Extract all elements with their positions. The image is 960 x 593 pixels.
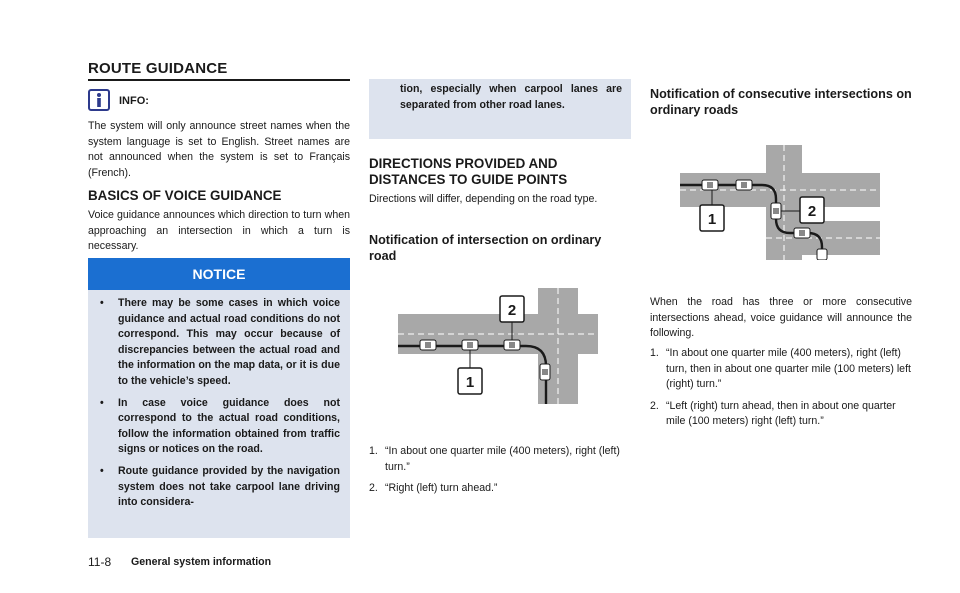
car-icon bbox=[736, 180, 752, 190]
list-text: “In about one quarter mile (400 meters), right (left) turn, then in about one quarter mile (100 meters) left (right) turn.” bbox=[666, 347, 911, 391]
marker-1 bbox=[700, 205, 724, 231]
car-icon bbox=[794, 228, 810, 238]
svg-text:1: 1 bbox=[707, 211, 717, 228]
car-icon bbox=[504, 340, 520, 350]
car-icon bbox=[702, 180, 718, 190]
bullet: • bbox=[100, 297, 104, 309]
list-text: “In about one quarter mile (400 meters), right (left) turn.” bbox=[385, 445, 620, 473]
person-info-icon bbox=[92, 92, 106, 108]
title-rule bbox=[88, 79, 350, 81]
page-number: 11-8 bbox=[88, 555, 112, 569]
bullet: • bbox=[100, 464, 104, 477]
list-item bbox=[650, 399, 912, 430]
basics-text: Voice guidance announces which direction to turn when approaching an intersection in which a turn is necessary. bbox=[88, 209, 350, 253]
list-number: 1. bbox=[650, 347, 659, 359]
basics-heading: BASICS OF VOICE GUIDANCE bbox=[88, 188, 282, 203]
notice-item-text: There may be some cases in which voice guidance and actual road conditions do not correspond. This may occur because of discrepancies between the actual road and the information on the map data, or it is due to the vehicle’s speed. bbox=[118, 297, 340, 387]
notice-list bbox=[100, 296, 340, 517]
consecutive-list bbox=[650, 346, 912, 436]
list-text: “Left (right) turn ahead, then in about one quarter mile (100 meters) right (left) turn.” bbox=[666, 399, 896, 428]
car-icon bbox=[540, 364, 550, 380]
car-icon bbox=[771, 203, 781, 219]
intersection-diagram bbox=[398, 288, 598, 404]
notice-title: NOTICE bbox=[88, 258, 350, 290]
list-number: 2. bbox=[650, 399, 659, 412]
car-icon bbox=[462, 340, 478, 350]
consecutive-heading: Notification of consecutive intersections on ordinary roads bbox=[650, 87, 912, 117]
svg-text:2: 2 bbox=[807, 203, 817, 220]
notice-item-text: In case voice guidance does not correspond to the actual road conditions, follow the information obtained from traffic signs or notices on the road. bbox=[118, 396, 340, 456]
notice-item bbox=[100, 396, 340, 458]
notice-continued-text: tion, especially when carpool lanes are separated from other road lanes. bbox=[400, 83, 622, 111]
marker-2 bbox=[500, 296, 524, 322]
list-number: 2. bbox=[369, 482, 378, 495]
car-icon bbox=[817, 249, 827, 260]
ordinary-list bbox=[369, 444, 631, 503]
info-text: The system will only announce street names when the system language is set to English. Street names are not announced when the system is set to Français (French). bbox=[88, 120, 350, 179]
directions-heading: DIRECTIONS PROVIDED AND DISTANCES TO GUIDE POINTS bbox=[369, 156, 568, 187]
bullet: • bbox=[100, 396, 104, 409]
consecutive-intersection-diagram bbox=[680, 145, 880, 260]
notice-item-text: Route guidance provided by the navigation system does not take carpool lane driving into considera- bbox=[118, 464, 340, 509]
consecutive-text: When the road has three or more consecutive intersections ahead, voice guidance will announce the following. bbox=[650, 296, 912, 340]
car-icon bbox=[420, 340, 436, 350]
svg-text:2: 2 bbox=[507, 302, 517, 319]
list-item bbox=[369, 444, 631, 475]
page-title: ROUTE GUIDANCE bbox=[88, 60, 228, 77]
ordinary-heading: Notification of intersection on ordinary road bbox=[369, 233, 602, 263]
list-item bbox=[650, 346, 912, 393]
list-number: 1. bbox=[369, 445, 378, 457]
marker-2 bbox=[800, 197, 824, 223]
marker-1 bbox=[458, 368, 482, 394]
vertical-road bbox=[538, 288, 578, 404]
svg-text:1: 1 bbox=[465, 374, 475, 391]
directions-text: Directions will differ, depending on the road type. bbox=[369, 193, 598, 205]
notice-item bbox=[100, 296, 340, 390]
notice-item bbox=[100, 464, 340, 511]
info-icon bbox=[88, 89, 110, 111]
list-item bbox=[369, 481, 631, 497]
info-label: INFO: bbox=[119, 95, 149, 107]
list-text: “Right (left) turn ahead.” bbox=[385, 482, 498, 495]
section-name: General system information bbox=[131, 556, 272, 568]
